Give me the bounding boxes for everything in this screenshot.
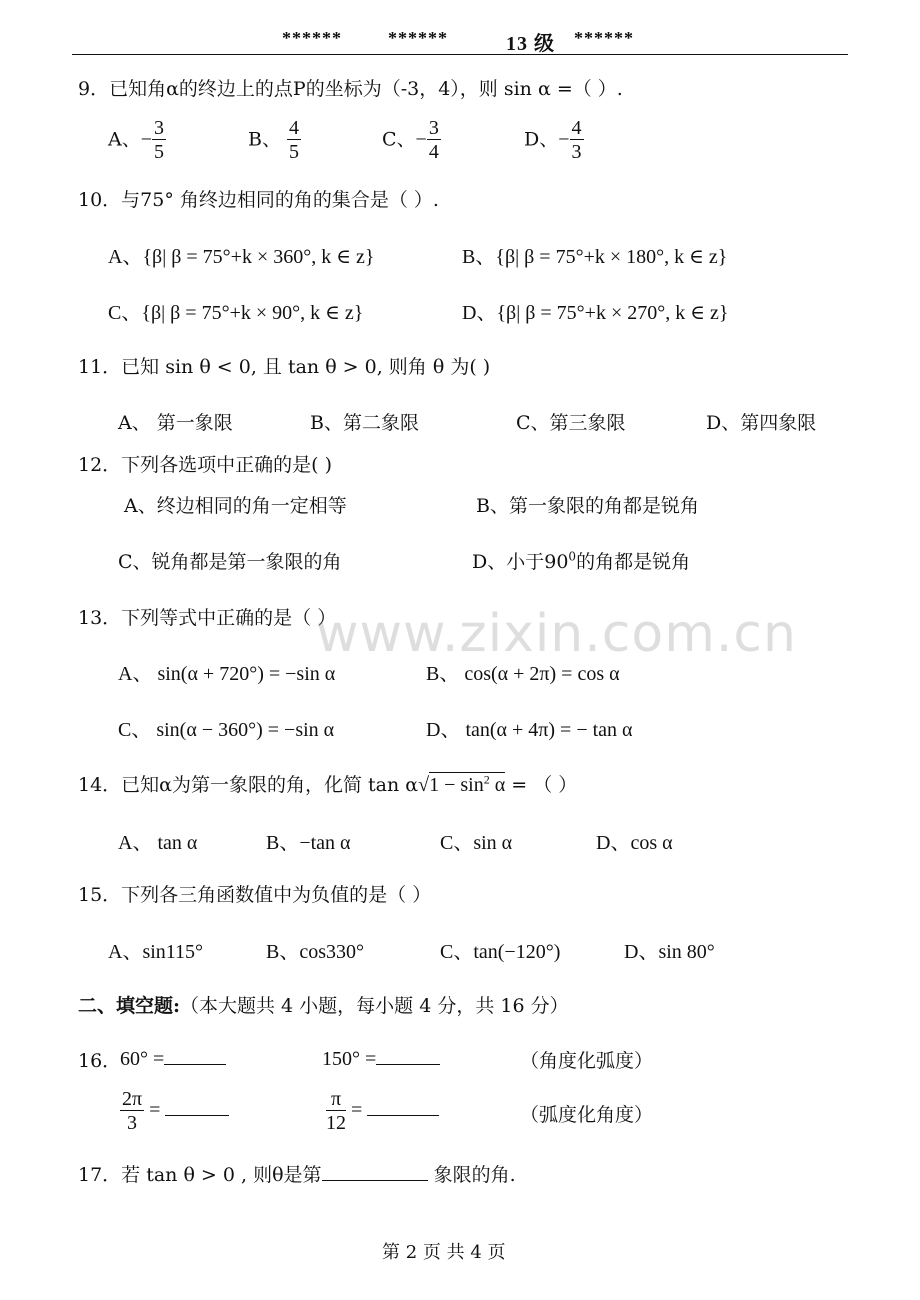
q12-option-a: A、终边相同的角一定相等 (124, 495, 347, 517)
q13-option-a: A、 sin(α + 720°) = −sin α (118, 663, 336, 685)
header-grade: 13 级 (506, 33, 555, 55)
q16-b: 150° = (322, 1046, 440, 1071)
q16-c: $\frac{2\pi}{3}$ = (120, 1088, 229, 1135)
q10-option-b: B、{β| β = 75°+k × 180°, k ∈ z} (462, 246, 728, 268)
q15-option-a: A、sin115° (108, 941, 204, 963)
q9-option-a: A、− $\frac{3}{5}$ (108, 117, 165, 163)
q15-option-d: D、sin 80° (624, 941, 715, 963)
q10-stem: 10．与75° 角终边相同的角的集合是（ ）. (78, 189, 439, 211)
q13-option-b: B、 cos(α + 2π) = cos α (426, 663, 620, 685)
q17: 17．若 tan θ > 0 , 则θ是第 象限的角. (78, 1164, 516, 1186)
q10-option-a: A、{β| β = 75°+k × 360°, k ∈ z} (108, 246, 375, 268)
page-footer: 第 2 页 共 4 页 (382, 1242, 506, 1263)
header-mask-2: ****** (388, 28, 448, 48)
q10-option-c: C、{β| β = 75°+k × 90°, k ∈ z} (108, 302, 364, 324)
q14-option-a: A、 tan α (118, 832, 198, 854)
q14-option-b: B、−tan α (266, 832, 351, 854)
q9-option-d: D、− $\frac{4}{3}$ (524, 117, 582, 163)
q11-stem: 11．已知 sin θ < 0, 且 tan θ > 0, 则角 θ 为( ) (78, 356, 491, 378)
q11-option-c: C、第三象限 (516, 412, 626, 434)
q11-option-a: A、 第一象限 (118, 412, 233, 434)
section-fill-blank-title: 二、填空题:（本大题共 4 小题，每小题 4 分，共 16 分） (78, 995, 569, 1017)
q11-option-d: D、第四象限 (706, 412, 817, 434)
q16-label: 16． (78, 1050, 122, 1072)
q16-note-deg-to-rad: （角度化弧度） (520, 1050, 654, 1072)
q13-option-c: C、 sin(α − 360°) = −sin α (118, 719, 335, 741)
q16-note-rad-to-deg: （弧度化角度） (520, 1104, 654, 1126)
q14-option-d: D、cos α (596, 832, 673, 854)
q9-option-b: B、 $\frac{4}{5}$ (248, 117, 300, 163)
q16-d: $\frac{\pi}{12}$ = (326, 1088, 439, 1135)
q9-stem: 9．已知角α的终边上的点P的坐标为（-3，4），则 sin α =（ ）. (78, 78, 623, 100)
q12-option-c: C、锐角都是第一象限的角 (118, 551, 342, 573)
q12-option-d: D、小于$90^0$的角都是锐角 (472, 549, 691, 573)
q14-option-c: C、sin α (440, 832, 513, 854)
q10-option-d: D、{β| β = 75°+k × 270°, k ∈ z} (462, 302, 729, 324)
q15-option-b: B、cos330° (266, 941, 364, 963)
q12-option-b: B、第一象限的角都是锐角 (476, 495, 699, 517)
q13-stem: 13．下列等式中正确的是（ ） (78, 607, 337, 629)
q9-option-c: C、− $\frac{3}{4}$ (382, 117, 439, 163)
q15-stem: 15．下列各三角函数值中为负值的是（ ） (78, 884, 432, 906)
header-rule (72, 54, 848, 55)
header-mask-1: ****** (282, 28, 342, 48)
header-mask-3: ****** (574, 28, 634, 48)
q16-a: 60° = (120, 1046, 226, 1071)
q14-stem: 14．已知α为第一象限的角，化简 $\tan \alpha√1 - \sin^2 \alpha$ = （ ） (78, 772, 578, 796)
watermark: www.zixin.com.cn (316, 604, 797, 664)
q12-stem: 12．下列各选项中正确的是( ) (78, 454, 333, 476)
q15-option-c: C、tan(−120°) (440, 941, 561, 963)
q13-option-d: D、 tan(α + 4π) = − tan α (426, 719, 633, 741)
q11-option-b: B、第二象限 (310, 412, 419, 434)
